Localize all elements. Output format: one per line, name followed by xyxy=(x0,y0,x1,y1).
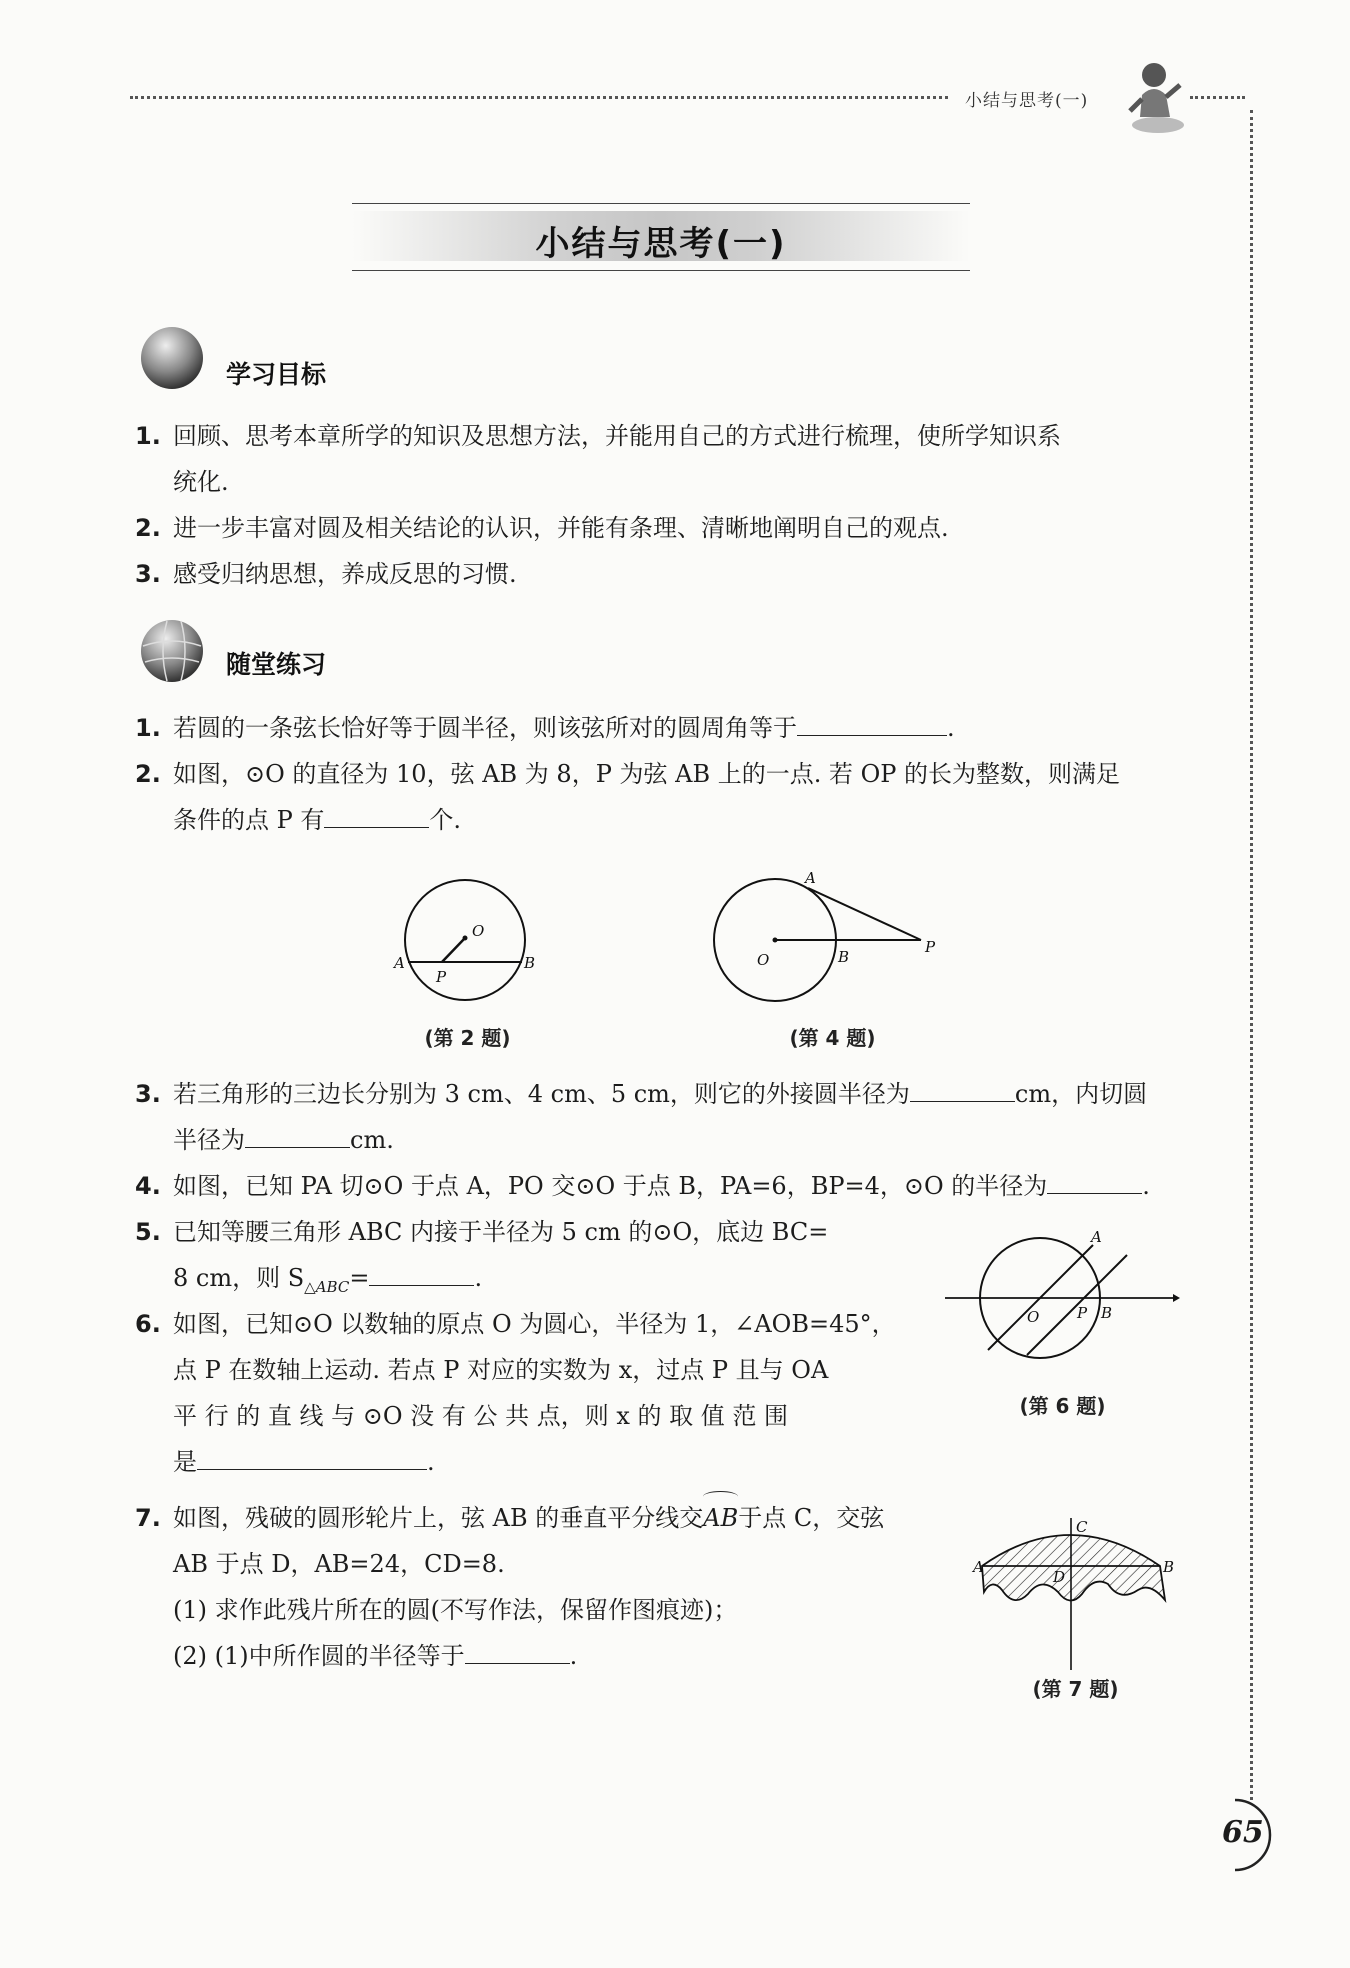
label-b: B xyxy=(838,948,850,966)
globe-icon xyxy=(137,325,207,391)
label-b: B xyxy=(524,954,536,972)
answer-blank xyxy=(245,1123,350,1148)
label-p: P xyxy=(436,968,447,986)
problem-3: 3. 若三角形的三边长分别为 3 cm、4 cm、5 cm，则它的外接圆半径为 cm，内切圆 半径为 cm. xyxy=(135,1071,1147,1163)
label-a: A xyxy=(973,1558,984,1576)
label-a: A xyxy=(1091,1230,1102,1246)
answer-blank xyxy=(910,1077,1015,1102)
label-p: P xyxy=(925,938,936,956)
running-header: 小结与思考(一) xyxy=(965,91,1089,111)
caption-figure-4: (第 4 题) xyxy=(789,1026,876,1050)
figure-7 xyxy=(970,1510,1180,1675)
label-a: A xyxy=(805,869,816,887)
arc-mark xyxy=(703,1491,738,1502)
problem-5: 5. 已知等腰三角形 ABC 内接于半径为 5 cm 的⊙O，底边 BC= 8 cm，则 $S_{\triangle ABC}=$ . xyxy=(135,1218,829,1296)
mascot-icon xyxy=(1120,55,1190,135)
answer-blank xyxy=(197,1445,427,1470)
section-heading-practice: 随堂练习 xyxy=(226,650,327,679)
goal-item-2: 2. 进一步丰富对圆及相关结论的认识，并能有条理、清晰地阐明自己的观点. xyxy=(135,514,949,542)
caption-figure-6: (第 6 题) xyxy=(1019,1394,1106,1418)
problem-2: 2. 如图，⊙O 的直径为 10，弦 AB 为 8，P 为弦 AB 上的一点. 若 OP 的长为整数，则满足 条件的点 P 有 个. xyxy=(135,760,1121,834)
label-c: C xyxy=(1076,1518,1088,1536)
goal-item-1: 1. 回顾、思考本章所学的知识及思想方法，并能用自己的方式进行梳理，使所学知识系 统化. xyxy=(135,422,1061,496)
section-heading-goals: 学习目标 xyxy=(226,360,327,389)
problem-4: 4. 如图，已知 PA 切⊙O 于点 A，PO 交⊙O 于点 B，PA=6，BP=4，⊙O 的半径为 . xyxy=(135,1163,1150,1209)
figure-2 xyxy=(390,870,550,1030)
label-o: O xyxy=(1027,1308,1040,1326)
label-b: B xyxy=(1163,1558,1175,1576)
figure-6 xyxy=(945,1230,1180,1385)
title-box xyxy=(352,203,970,271)
goal-item-3: 3. 感受归纳思想，养成反思的习惯. xyxy=(135,560,517,588)
side-rule xyxy=(1250,110,1253,1800)
label-o: O xyxy=(472,922,485,940)
header-rule xyxy=(130,96,948,99)
problem-1: 1. 若圆的一条弦长恰好等于圆半径，则该弦所对的圆周角等于 . xyxy=(135,705,955,751)
label-p: P xyxy=(1077,1304,1088,1322)
globe-grid-icon xyxy=(137,618,207,684)
problem-7: 7. 如图，残破的圆形轮片上，弦 AB 的垂直平分线交 AB于点 C，交弦 AB 于点 D，AB=24，CD=8. (1) 求作此残片所在的圆(不写作法，保留作图痕迹)； (2) (1)中所作圆的半径等于 . xyxy=(135,1495,884,1679)
figure-4 xyxy=(705,865,950,1015)
answer-blank xyxy=(324,803,429,828)
header-rule-right xyxy=(1190,96,1245,99)
problem-6: 6. 如图，已知⊙O 以数轴的原点 O 为圆心，半径为 1，∠AOB=45°， 点 P 在数轴上运动. 若点 P 对应的实数为 x，过点 P 且与 OA 平 行 的 直 线 与 ⊙O 没 有 公 共 点，则 x 的 取 值 范 围 是 . xyxy=(135,1310,896,1476)
answer-blank xyxy=(465,1639,570,1664)
page-number: 65 xyxy=(1222,1815,1264,1850)
label-o: O xyxy=(757,951,770,969)
label-b: B xyxy=(1101,1304,1113,1322)
answer-blank xyxy=(1047,1169,1142,1194)
label-a: A xyxy=(394,954,405,972)
caption-figure-7: (第 7 题) xyxy=(1032,1677,1119,1701)
answer-blank xyxy=(797,711,947,736)
answer-blank xyxy=(369,1261,474,1286)
label-d: D xyxy=(1053,1568,1066,1586)
page-title: 小结与思考(一) xyxy=(535,224,787,264)
caption-figure-2: (第 2 题) xyxy=(424,1026,511,1050)
